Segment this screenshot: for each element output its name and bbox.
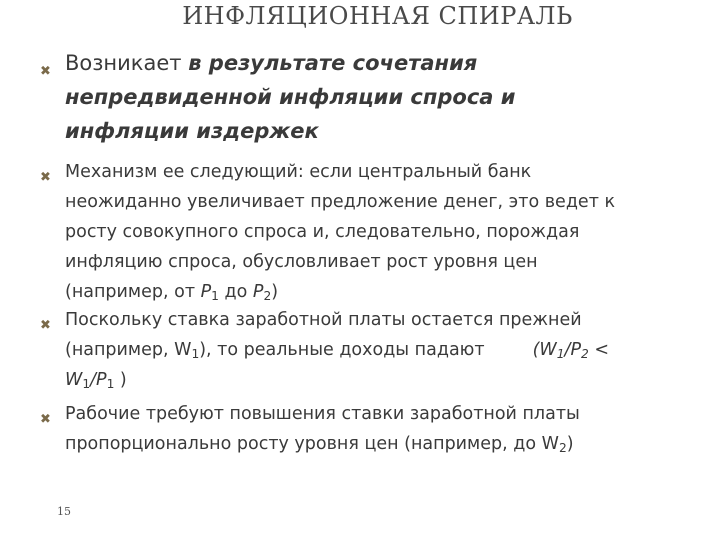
slide-title: ИНФЛЯЦИОННАЯ СПИРАЛЬ — [182, 2, 573, 30]
subscript: 2 — [581, 347, 589, 362]
x-mark-icon: ✖ — [40, 318, 51, 333]
symbol-p: P — [252, 282, 264, 302]
text-run: (например, от — [65, 282, 201, 302]
subscript: 1 — [82, 377, 91, 392]
emphasis-line: инфляции издержек — [65, 119, 319, 143]
bullet-line — [65, 277, 615, 307]
text-run: (например, W — [65, 340, 192, 360]
text-run: ) — [566, 434, 574, 454]
emphasis-line: непредвиденной инфляции спроса и — [65, 85, 516, 109]
subscript: 2 — [558, 441, 567, 456]
text-run: /P — [564, 340, 581, 360]
page-number: 15 — [57, 505, 71, 518]
symbol-w: W — [65, 370, 83, 390]
subscript: 1 — [106, 377, 115, 392]
text-run: < — [588, 340, 610, 360]
subscript: 1 — [556, 347, 565, 362]
subscript: 1 — [191, 347, 200, 362]
text-run: пропорционально росту уровня цен (например, до W — [65, 434, 559, 454]
text-run: /P — [90, 370, 107, 390]
emphasis-text: в результате сочетания — [188, 51, 478, 75]
bullet-line: Механизм ее следующий: если центральный банк — [65, 162, 532, 182]
symbol-p: P — [200, 282, 212, 302]
bullet-text — [65, 305, 609, 395]
text-run: ) — [271, 282, 279, 302]
bullet-text — [65, 157, 615, 307]
real-wage-ratio — [533, 335, 609, 365]
bullet-line: Поскольку ставка заработной платы остается прежней — [65, 310, 582, 330]
text-run: (W — [532, 340, 557, 360]
bullet-line: неожиданно увеличивает предложение денег, это ведет к — [65, 192, 616, 212]
bullet-text — [65, 399, 580, 459]
bullet-line — [65, 429, 580, 459]
bullet-line: росту совокупного спроса и, следовательно, порождая — [65, 222, 580, 242]
x-mark-icon: ✖ — [40, 412, 51, 427]
text-run: ), то реальные доходы падают — [199, 340, 485, 360]
text-run: ) — [114, 370, 127, 390]
bullet-line — [65, 46, 515, 80]
bullet-line: инфляцию спроса, обусловливает рост уровня цен — [65, 252, 538, 272]
x-mark-icon: ✖ — [40, 64, 51, 79]
subscript: 2 — [263, 289, 272, 304]
bullet-text — [65, 46, 515, 148]
bullet-line: Рабочие требуют повышения ставки заработной платы — [65, 404, 580, 424]
bullet-line — [65, 365, 609, 395]
subscript: 1 — [211, 289, 219, 304]
text-run: Возникает — [65, 51, 189, 75]
text-run: до — [218, 282, 253, 302]
bullet-line — [65, 335, 609, 365]
x-mark-icon: ✖ — [40, 170, 51, 185]
